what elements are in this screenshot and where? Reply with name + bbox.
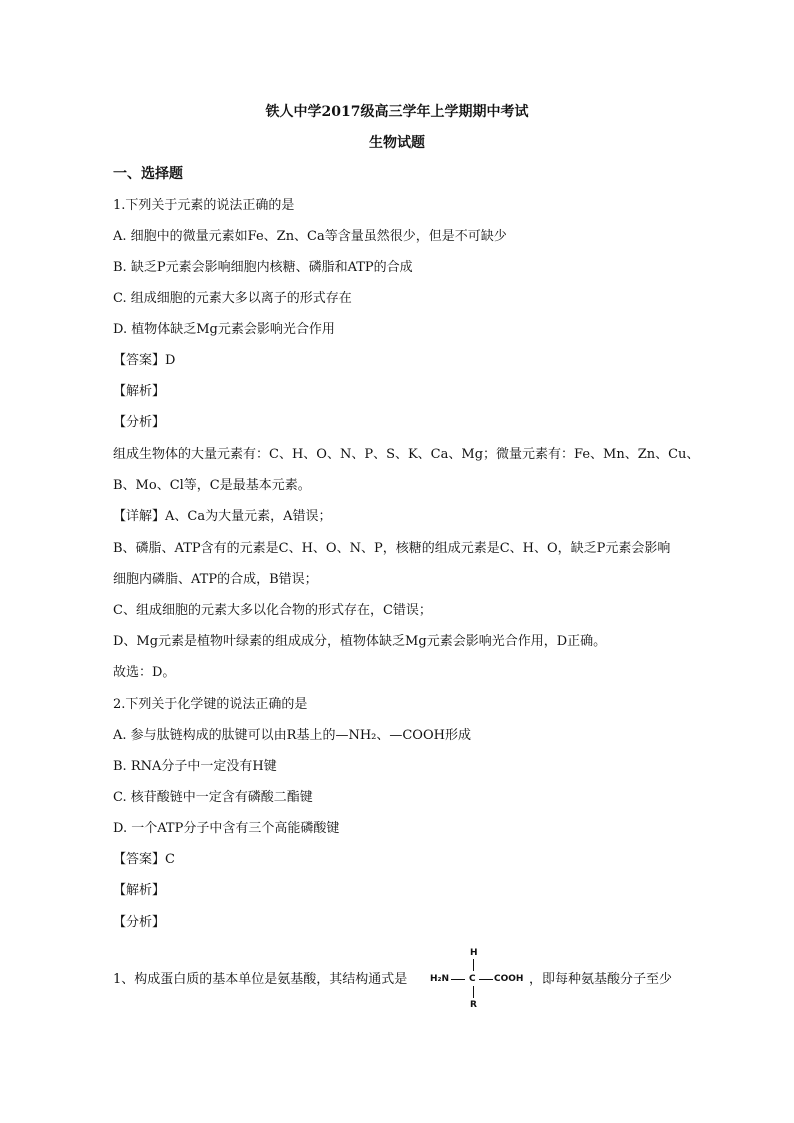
formula-center-c: C (469, 974, 476, 984)
formula-bottom-bond (473, 986, 474, 998)
q1-option-b: B. 缺乏P元素会影响细胞内核糖、磷脂和ATP的合成 (113, 260, 413, 275)
formula-bottom-r: R (470, 1000, 477, 1010)
q1-option-c: C. 组成细胞的元素大多以离子的形式存在 (113, 291, 352, 306)
formula-top-bond (473, 959, 474, 971)
q2-point-1-text: 1、构成蛋白质的基本单位是氨基酸，其结构通式是 (113, 972, 408, 987)
q1-analysis-label: 【解析】 (113, 384, 166, 399)
q1-detail-line-3: 细胞内磷脂、ATP的合成，B错误； (113, 572, 318, 587)
formula-top-h: H (470, 948, 478, 958)
q1-fenxi-label: 【分析】 (113, 415, 166, 430)
q1-detail-line-6: 故选：D。 (113, 665, 176, 680)
q2-option-d: D. 一个ATP分子中含有三个高能磷酸键 (113, 821, 340, 836)
q1-fenxi-line-1: 组成生物体的大量元素有：C、H、O、N、P、S、K、Ca、Mg；微量元素有：Fe、Mn、Zn、Cu、 (113, 447, 700, 462)
q2-answer: 【答案】C (113, 852, 175, 867)
q2-point-1-text-cont: ，即每种氨基酸分子至少 (529, 972, 673, 987)
q1-stem: 1.下列关于元素的说法正确的是 (113, 198, 295, 213)
exam-title: 铁人中学2017级高三学年上学期期中考试 (265, 104, 529, 120)
q2-option-b: B. RNA分子中一定没有H键 (113, 759, 277, 774)
q2-stem: 2.下列关于化学键的说法正确的是 (113, 697, 308, 712)
q1-fenxi-line-2: B、Mo、Cl等，C是最基本元素。 (113, 478, 311, 493)
q1-detail-line-1: 【详解】A、Ca为大量元素，A错误； (113, 509, 332, 524)
formula-left-bond (451, 979, 465, 980)
formula-right-bond (479, 979, 493, 980)
q1-answer: 【答案】D (113, 353, 176, 368)
q1-detail-line-5: D、Mg元素是植物叶绿素的组成成分，植物体缺乏Mg元素会影响光合作用，D正确。 (113, 634, 607, 649)
q2-fenxi-label: 【分析】 (113, 915, 166, 930)
q2-analysis-label: 【解析】 (113, 883, 166, 898)
q1-option-a: A. 细胞中的微量元素如Fe、Zn、Ca等含量虽然很少，但是不可缺少 (113, 229, 507, 244)
q2-option-c: C. 核苷酸链中一定含有磷酸二酯键 (113, 790, 313, 805)
q1-option-d: D. 植物体缺乏Mg元素会影响光合作用 (113, 322, 335, 337)
formula-h2n: H₂N (430, 974, 450, 984)
formula-cooh: COOH (494, 974, 524, 984)
q1-detail-line-2: B、磷脂、ATP含有的元素是C、H、O、N、P，核糖的组成元素是C、H、O，缺乏P元素会影响 (113, 541, 671, 556)
q2-option-a: A. 参与肽链构成的肽键可以由R基上的—NH₂、—COOH形成 (113, 728, 471, 743)
section-heading: 一、选择题 (113, 166, 183, 182)
exam-subtitle: 生物试题 (369, 135, 425, 151)
q1-detail-line-4: C、组成细胞的元素大多以化合物的形式存在，C错误； (113, 603, 432, 618)
amino-acid-formula (430, 946, 530, 1012)
